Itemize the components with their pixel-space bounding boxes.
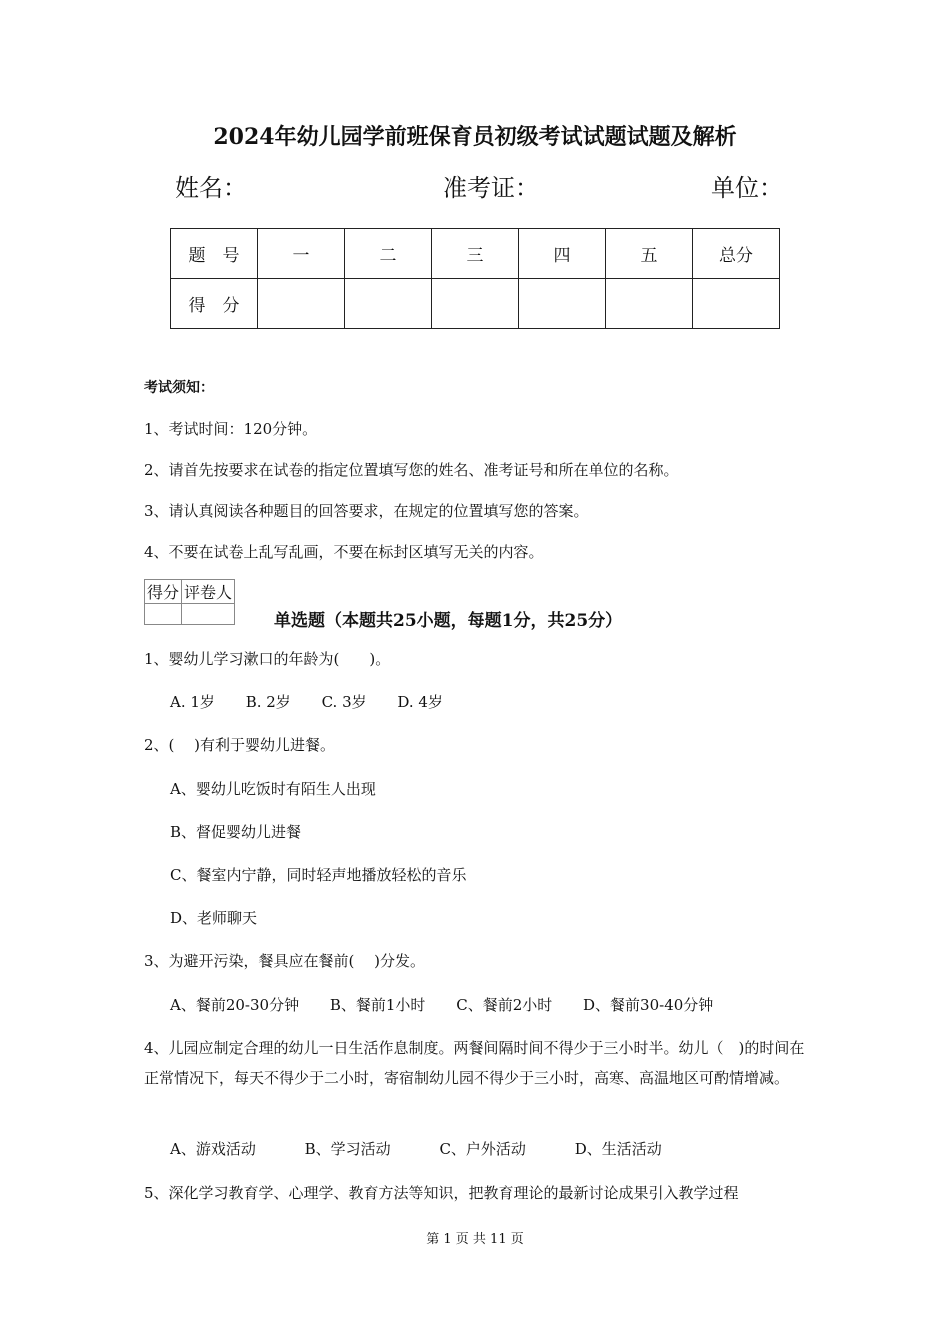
option[interactable]: A、餐前20-30分钟 <box>170 996 300 1014</box>
section-title: 单选题（本题共25小题，每题1分，共25分） <box>274 611 623 631</box>
option[interactable]: A. 1岁 <box>170 693 215 711</box>
option[interactable]: D、老师聊天 <box>170 909 258 927</box>
option[interactable]: A、游戏活动 <box>170 1140 256 1158</box>
question-options <box>170 994 739 1015</box>
grader-name-cell[interactable] <box>182 604 235 625</box>
score-table-header-cell: 总分 <box>693 229 780 279</box>
page-footer: 第 1 页 共 11 页 <box>426 1232 524 1247</box>
notice-item: 1、考试时间：120分钟。 <box>144 420 318 438</box>
option[interactable]: C、餐前2小时 <box>456 996 553 1014</box>
score-table-header-cell: 题 号 <box>171 229 258 279</box>
score-table-score-row <box>171 279 780 329</box>
score-table <box>170 228 780 329</box>
option[interactable]: B. 2岁 <box>245 693 291 711</box>
score-table-header-cell: 四 <box>519 229 606 279</box>
score-cell[interactable] <box>606 279 693 329</box>
exam-id-field-label: 准考证： <box>443 174 539 202</box>
option[interactable]: A、婴幼儿吃饭时有陌生人出现 <box>170 780 376 798</box>
question-options <box>170 1138 688 1159</box>
score-row-label: 得 分 <box>171 279 258 329</box>
notice-item: 2、请首先按要求在试卷的指定位置填写您的姓名、准考证号和所在单位的名称。 <box>144 461 679 479</box>
score-cell[interactable] <box>519 279 606 329</box>
score-cell[interactable] <box>432 279 519 329</box>
score-cell[interactable] <box>345 279 432 329</box>
notice-heading: 考试须知： <box>144 380 214 396</box>
score-table-header-cell: 五 <box>606 229 693 279</box>
question-stem: 3、为避开污染，餐具应在餐前( )分发。 <box>144 952 426 970</box>
option[interactable]: C、餐室内宁静，同时轻声地播放轻松的音乐 <box>170 866 467 884</box>
name-field-label: 姓名： <box>175 174 247 202</box>
score-table-header-cell: 三 <box>432 229 519 279</box>
option[interactable]: D. 4岁 <box>397 693 443 711</box>
question-stem: 4、儿园应制定合理的幼儿一日生活作息制度。两餐间隔时间不得少于三小时半。幼儿（ )的时间在正常情况下，每天不得少于二小时，寄宿制幼儿园不得少于三小时，高寒、高温地区可酌情增减。 <box>144 1039 805 1087</box>
option[interactable]: D、生活活动 <box>574 1140 662 1158</box>
option[interactable]: C、户外活动 <box>439 1140 526 1158</box>
option[interactable]: D、餐前30-40分钟 <box>583 996 714 1014</box>
score-cell[interactable] <box>693 279 780 329</box>
score-cell[interactable] <box>258 279 345 329</box>
option[interactable]: B、督促婴幼儿进餐 <box>170 823 302 841</box>
question-stem: 2、( )有利于婴幼儿进餐。 <box>144 736 336 754</box>
candidate-info-fields <box>175 168 785 204</box>
notice-item: 4、不要在试卷上乱写乱画，不要在标封区填写无关的内容。 <box>144 543 544 561</box>
grader-table <box>144 579 235 625</box>
grader-score-label: 得分 <box>145 580 182 604</box>
notice-item: 3、请认真阅读各种题目的回答要求，在规定的位置填写您的答案。 <box>144 502 589 520</box>
grader-name-label: 评卷人 <box>182 580 235 604</box>
option[interactable]: C. 3岁 <box>321 693 367 711</box>
option[interactable]: B、餐前1小时 <box>329 996 426 1014</box>
question-stem: 1、婴幼儿学习漱口的年龄为( )。 <box>144 650 391 668</box>
option[interactable]: B、学习活动 <box>304 1140 391 1158</box>
score-table-header-row <box>171 229 780 279</box>
document-title: 2024年幼儿园学前班保育员初级考试试题试题及解析 <box>213 124 737 150</box>
unit-field-label: 单位： <box>711 174 783 202</box>
score-table-header-cell: 二 <box>345 229 432 279</box>
question-options <box>170 691 469 712</box>
question-stem: 5、深化学习教育学、心理学、教育方法等知识，把教育理论的最新讨论成果引入教学过程 <box>144 1184 739 1202</box>
score-table-header-cell: 一 <box>258 229 345 279</box>
grader-score-cell[interactable] <box>145 604 182 625</box>
